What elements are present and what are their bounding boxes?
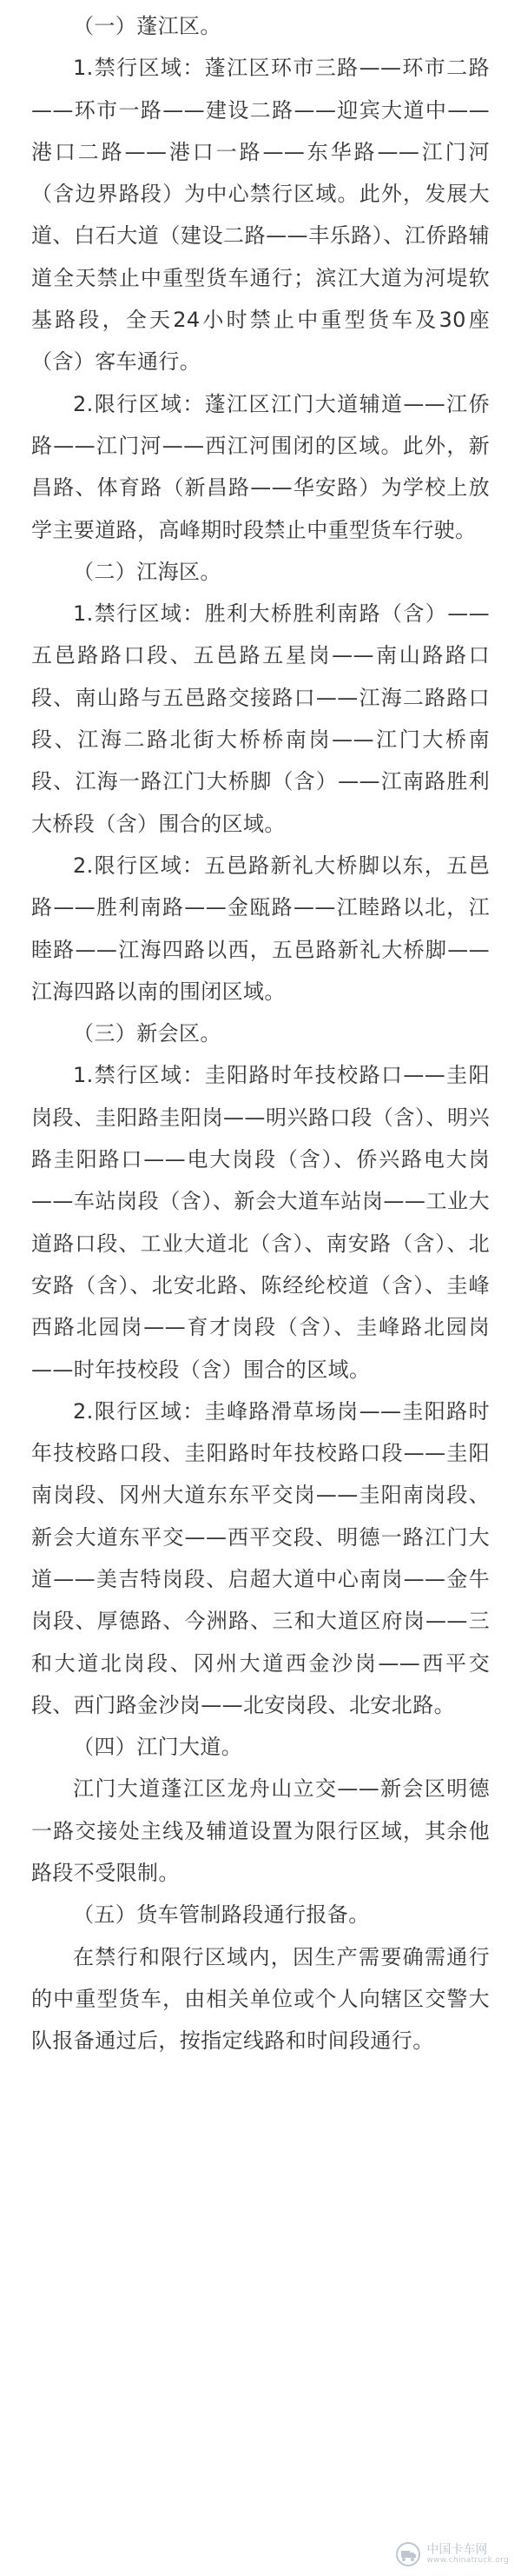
watermark-text — [426, 2544, 509, 2565]
paragraph-penjiang-restricted-zone: 2.限行区域：蓬江区江门大道辅道——江侨路——江门河——西江河围闭的区域。此外，新昌路、体育路（新昌路——华安路）为学校上放学主要道路，高峰期时段禁止中重型货车行驶。 — [31, 391, 490, 542]
section-heading-xinhui: （三）新会区。 — [73, 1021, 221, 1046]
paragraph-jianghai-restricted-zone: 2.限行区域：五邑路新礼大桥脚以东，五邑路——胜利南路——金瓯路——江睦路以北，江睦路——江海四路以西，五邑路新礼大桥脚——江海四路以南的围闭区域。 — [31, 853, 490, 1004]
watermark-name: 中国卡车网 — [426, 2542, 488, 2557]
watermark-site: www.chinatruck.org — [426, 2555, 509, 2565]
truck-logo-icon — [395, 2541, 421, 2567]
paragraph-jianghai-prohibited-zone: 1.禁行区域：胜利大桥胜利南路（含）——五邑路路口段、五邑路五星岗——南山路路口段、南山路与五邑路交接路口——江海二路路口段、江海二路北街大桥桥南岗——江门大桥南段、江海一路江门大桥脚（含）——江南路胜利大桥段（含）围合的区域。 — [31, 601, 490, 836]
paragraph-xinhui-restricted-zone: 2.限行区域：圭峰路滑草场岗——圭阳路时年技校路口段、圭阳路时年技校路口段——圭阳南岗段、冈州大道东东平交岗——圭阳南岗段、新会大道东平交——西平交段、明德一路江门大道——美吉特岗段、启超大道中心南岗——金牛岗段、厚德路、今洲路、三和大道区府岗——三和大道北岗段、冈州大道西金沙岗——西平交段、西门路金沙岗——北安岗段、北安北路。 — [31, 1398, 490, 1717]
paragraph-jiangmen-avenue: 江门大道蓬江区龙舟山立交——新会区明德一路交接处主线及辅道设置为限行区域，其余他路段不受限制。 — [31, 1776, 490, 1886]
section-heading-jiangmen-avenue: （四）江门大道。 — [73, 1735, 243, 1760]
paragraph-filing: 在禁行和限行区域内，因生产需要确需通行的中重型货车，由相关单位或个人向辖区交警大队报备通过后，按指定线路和时间段通行。 — [31, 1944, 490, 2054]
article-body — [31, 5, 490, 2062]
section-heading-jianghai: （二）江海区。 — [73, 559, 221, 584]
section-heading-filing: （五）货车管制路段通行报备。 — [73, 1902, 370, 1928]
paragraph-xinhui-prohibited-zone: 1.禁行区域：圭阳路时年技校路口——圭阳岗段、圭阳路圭阳岗——明兴路口段（含）、明兴路圭阳路口——电大岗段（含）、侨兴路电大岗——车站岗段（含）、新会大道车站岗——工业大道路口段、工业大道北（含）、南安路（含）、北安路（含）、北安北路、陈经纶校道（含）、圭峰西路北园岗——育才岗段（含）、圭峰路北园岗——时年技校段（含）围合的区域。 — [31, 1063, 490, 1382]
paragraph-penjiang-prohibited-zone: 1.禁行区域：蓬江区环市三路——环市二路——环市一路——建设二路——迎宾大道中——港口二路——港口一路——东华路——江门河（含边界路段）为中心禁行区域。此外，发展大道、白石大道（建设二路——丰乐路）、江侨路辅道全天禁止中重型货车通行；滨江大道为河堤软基路段，全天24小时禁止中重型货车及30座（含）客车通行。 — [31, 56, 490, 375]
watermark — [395, 2541, 509, 2567]
section-heading-penjiang: （一）蓬江区。 — [73, 14, 221, 38]
